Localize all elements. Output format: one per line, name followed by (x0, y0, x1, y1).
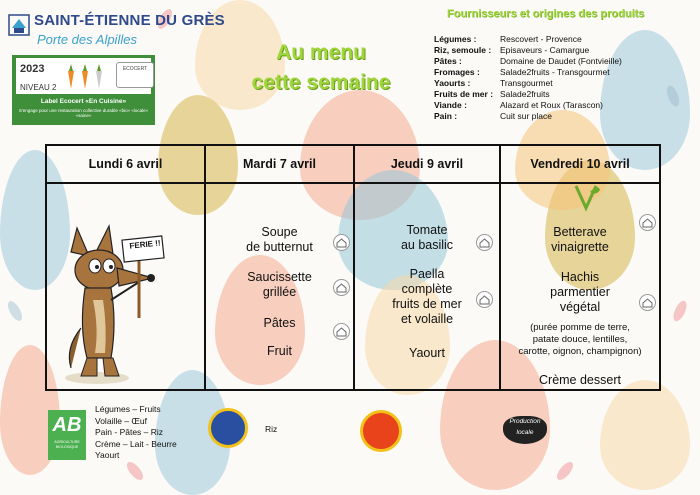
igp-seal-icon (208, 408, 248, 448)
homemade-icon (476, 291, 493, 308)
ecocert-label-text: Label Ecocert «En Cuisine» (40, 98, 127, 105)
ecocert-level: NIVEAU 2 (20, 83, 57, 92)
day-header-monday: Lundi 6 avril (47, 146, 204, 184)
supplier-key: Légumes : (434, 34, 477, 44)
ab-logo-letters: AB (52, 414, 82, 436)
local-production-badge: Production locale (503, 416, 547, 444)
supplier-key: Pâtes : (434, 56, 462, 66)
menu-title-line1: Au menu (276, 41, 366, 64)
suppliers-title: Fournisseurs et origines des produits (447, 8, 645, 20)
menu-table (45, 144, 661, 391)
carrot-icons (64, 61, 112, 91)
org-subtitle: Porte des Alpilles (37, 32, 137, 47)
ecocert-top-panel (16, 58, 151, 94)
organic-item: Légumes – Fruits (95, 404, 161, 414)
day-header-tuesday: Mardi 7 avril (206, 146, 353, 184)
supplier-value: Cuit sur place (500, 111, 552, 121)
thursday-main: Paella complète fruits de mer et volaille (392, 267, 462, 326)
thursday-dessert: Yaourt (409, 346, 445, 360)
holiday-sign-text: FERIE !! (129, 238, 161, 251)
day-header-thursday: Jeudi 9 avril (355, 146, 499, 184)
supplier-key: Viande : (434, 100, 467, 110)
tuesday-side: Pâtes (263, 316, 296, 330)
ab-logo-caption: AGRICULTURE BIOLOGIQUE (54, 440, 80, 449)
supplier-key: Yaourts : (434, 78, 471, 88)
supplier-value: Episaveurs - Camargue (500, 45, 590, 55)
homemade-icon (639, 294, 656, 311)
tuesday-starter: Soupe de butternut (246, 225, 313, 254)
supplier-key: Pain : (434, 111, 458, 121)
homemade-icon (476, 234, 493, 251)
supplier-value: Salade2fruits - Transgourmet (500, 67, 610, 77)
friday-dessert: Crème dessert (539, 373, 621, 387)
ab-organic-logo (48, 410, 86, 460)
org-name: SAINT-ÉTIENNE DU GRÈS (34, 12, 225, 29)
tuesday-dessert: Fruit (267, 344, 292, 358)
menu-title-line2: cette semaine (251, 71, 391, 94)
organic-item: Volaille – Œuf (95, 415, 147, 426)
town-logo-icon (8, 12, 30, 38)
ecocert-year: 2023 (20, 63, 45, 75)
friday-starter: Betterave vinaigrette (551, 225, 609, 254)
day-header-friday: Vendredi 10 avril (501, 146, 659, 184)
vegetarian-icon (572, 182, 602, 212)
friday-main: Hachis parmentier végétal (550, 270, 610, 314)
organic-products-list (95, 404, 177, 462)
igp-product: Riz (265, 424, 278, 434)
organic-item: Crème – Lait - Beurre (95, 438, 177, 449)
coyote-illustration (57, 208, 197, 386)
ecocert-badge: ECOCERT (116, 62, 154, 88)
thursday-starter: Tomate au basilic (400, 223, 454, 252)
supplier-value: Alazard et Roux (Tarascon) (500, 100, 603, 110)
organic-item: Pain - Pâtes – Riz (95, 427, 164, 437)
organic-item: Yaourt (95, 450, 120, 460)
aop-seal-icon (360, 410, 402, 452)
supplier-key: Fruits de mer : (434, 89, 494, 99)
homemade-icon (639, 214, 656, 231)
supplier-key: Fromages : (434, 67, 480, 77)
ecocert-description: S'engage pour une restauration collective durable «bio» «locale» «saine» (18, 108, 149, 118)
menu-title (216, 38, 426, 98)
supplier-value: Salade2fruits (500, 89, 550, 99)
homemade-icon (333, 234, 350, 251)
supplier-value: Rescovert - Provence (500, 34, 582, 44)
supplier-value: Transgourmet (500, 78, 553, 88)
friday-main-details: (purée pomme de terre, patate douce, lentilles, carotte, oignon, champignon) (518, 322, 642, 357)
tuesday-main: Saucissette grillée (247, 270, 312, 299)
supplier-value: Domaine de Daudet (Fontvieille) (500, 56, 622, 66)
ecocert-label-box (12, 55, 155, 125)
homemade-icon (333, 279, 350, 296)
homemade-icon (333, 323, 350, 340)
supplier-key: Riz, semoule : (434, 45, 492, 55)
